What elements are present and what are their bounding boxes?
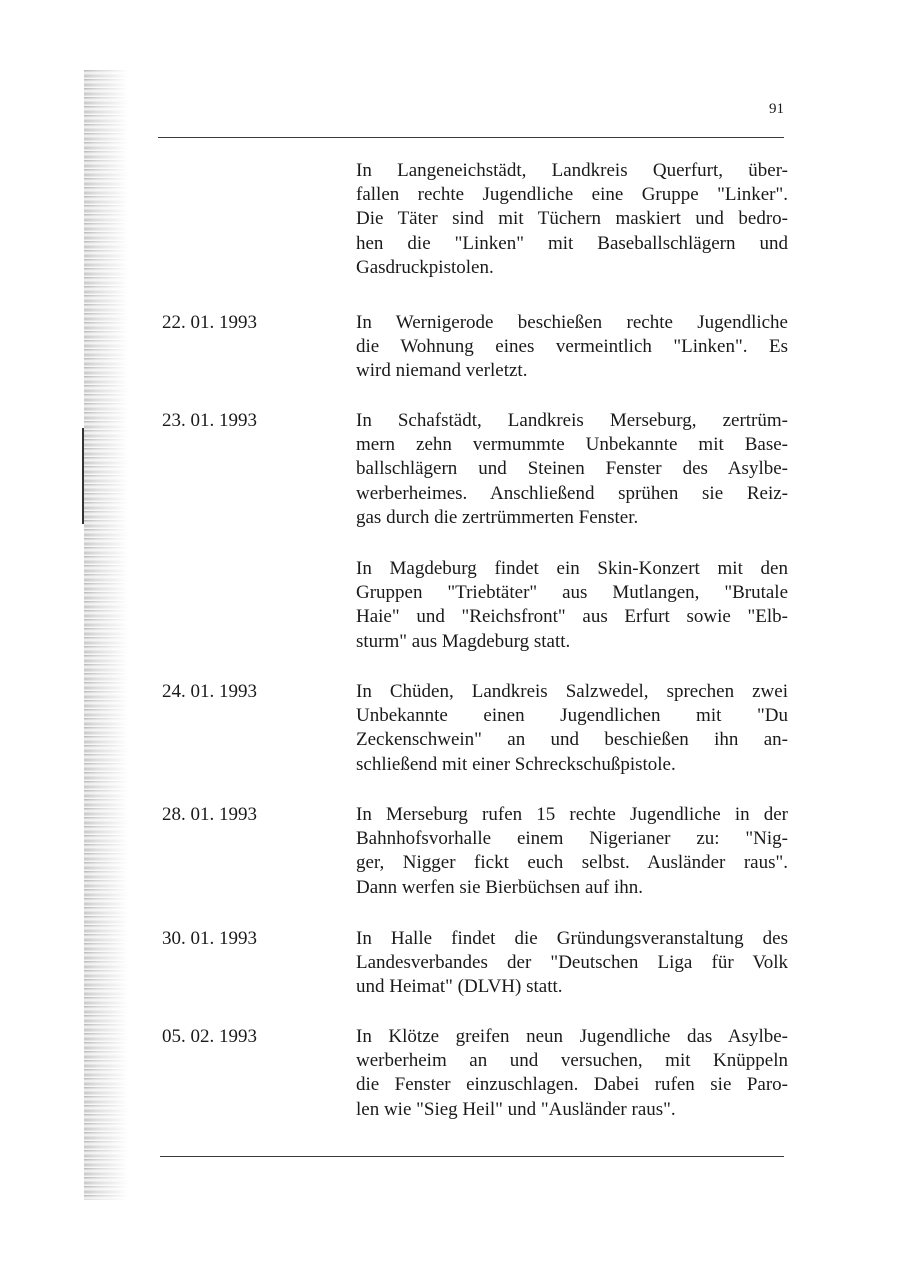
entry-line: In Chüden, Landkreis Salzwedel, sprechen zwei xyxy=(356,681,788,702)
entry-date: 28. 01. 1993 xyxy=(162,804,257,825)
entry-date: 22. 01. 1993 xyxy=(162,312,257,333)
entry-text xyxy=(356,927,788,1000)
entry-date: 30. 01. 1993 xyxy=(162,928,257,949)
entry-line: Haie" und "Reichsfront" aus Erfurt sowie "Elb- xyxy=(356,606,788,628)
entry-line: Gasdruckpistolen. xyxy=(356,256,494,278)
entry-line: Unbekannte einen Jugendlichen mit "Du xyxy=(356,705,788,727)
entry-line: schließend mit einer Schreckschußpistole. xyxy=(356,753,676,775)
entry-line: gas durch die zertrümmerten Fenster. xyxy=(356,506,639,528)
header-rule xyxy=(158,137,784,138)
entry-line: hen die "Linken" mit Baseballschlägern und xyxy=(356,232,788,254)
entry-date: 23. 01. 1993 xyxy=(162,410,257,431)
entry-text xyxy=(356,159,788,280)
entry-line: und Heimat" (DLVH) statt. xyxy=(356,976,563,998)
entry-line: werberheim an und versuchen, mit Knüppeln xyxy=(356,1050,788,1072)
entry-line: sturm" aus Magdeburg statt. xyxy=(356,630,571,652)
entry-line: Bahnhofsvorhalle einem Nigerianer zu: "Nig- xyxy=(356,828,788,850)
entry-line: fallen rechte Jugendliche eine Gruppe "Linker". xyxy=(356,184,788,206)
entry-text xyxy=(356,680,788,777)
margin-mark xyxy=(82,428,84,524)
entry-line: ger, Nigger fickt euch selbst. Ausländer raus". xyxy=(356,852,788,874)
entry-line: In Wernigerode beschießen rechte Jugendliche xyxy=(356,312,788,333)
entry-date: 05. 02. 1993 xyxy=(162,1026,257,1047)
footer-rule xyxy=(160,1156,784,1157)
entry-line: Landesverbandes der "Deutschen Liga für Volk xyxy=(356,952,788,974)
entry-line: Zeckenschwein" an und beschießen ihn an- xyxy=(356,729,788,751)
entry-line: In Schafstädt, Landkreis Merseburg, zertrüm- xyxy=(356,410,788,431)
entry-line: In Klötze greifen neun Jugendliche das Asylbe- xyxy=(356,1026,788,1047)
entry-line: In Langeneichstädt, Landkreis Querfurt, über- xyxy=(356,160,788,181)
entry-line: mern zehn vermummte Unbekannte mit Base- xyxy=(356,434,788,456)
entry-line: Gruppen "Triebtäter" aus Mutlangen, "Brutale xyxy=(356,582,788,604)
entry-text xyxy=(356,311,788,384)
entry-line: In Magdeburg findet ein Skin-Konzert mit den xyxy=(356,558,788,579)
entry-line: die Fenster einzuschlagen. Dabei rufen sie Paro- xyxy=(356,1074,788,1096)
entry-text xyxy=(356,1025,788,1122)
entry-line: Die Täter sind mit Tüchern maskiert und bedro- xyxy=(356,208,788,230)
scan-shadow-edge xyxy=(84,70,128,1200)
entry-line: werberheimes. Anschließend sprühen sie Reiz- xyxy=(356,482,788,504)
entry-line: len wie "Sieg Heil" und "Ausländer raus". xyxy=(356,1098,676,1120)
entry-line: die Wohnung eines vermeintlich "Linken". Es xyxy=(356,336,788,358)
entry-text xyxy=(356,803,788,900)
entry-line: In Halle findet die Gründungsveranstaltung des xyxy=(356,928,788,949)
entry-date: 24. 01. 1993 xyxy=(162,681,257,702)
entry-text xyxy=(356,557,788,654)
entry-line: ballschlägern und Steinen Fenster des Asylbe- xyxy=(356,458,788,480)
entry-line: In Merseburg rufen 15 rechte Jugendliche in der xyxy=(356,804,788,825)
page-number: 91 xyxy=(769,101,784,117)
entry-line: Dann werfen sie Bierbüchsen auf ihn. xyxy=(356,876,644,898)
entry-line: wird niemand verletzt. xyxy=(356,360,528,382)
entry-text xyxy=(356,409,788,530)
